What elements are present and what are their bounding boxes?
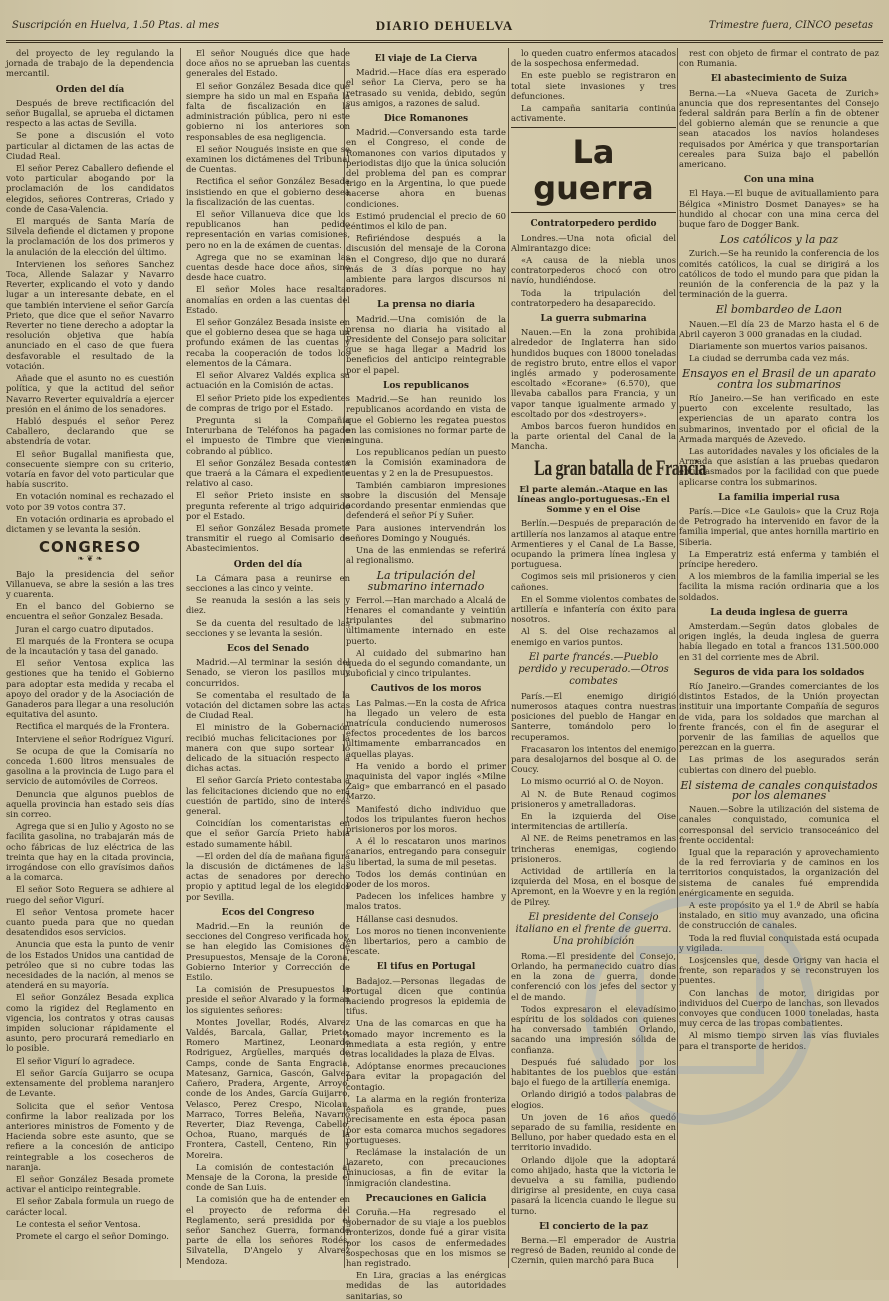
section-heading: Ensayos en el Brasil de un aparato contra los submarinos bbox=[682, 367, 876, 391]
paragraph: Manifestó dicho individuo que todos los tripulantes fueron hechos prisioneros por los moros. bbox=[346, 803, 506, 835]
paragraph: Se pone a discusión el voto particular al dictamen de las actas de Ciudad Real. bbox=[6, 130, 174, 161]
paragraph: Los republicanos pedían un puesto en la Comisión examinadora de cuentas y 2 en la de Presupuestos. bbox=[346, 447, 506, 478]
paragraph: Agrega que no se examinan las cuentas desde hace doce años, sino desde hace cuatro. bbox=[186, 251, 350, 283]
section-heading: Ecos del Senado bbox=[226, 643, 309, 654]
paragraph: El señor González Besada promete transmitir el ruego al Comisario de Abastecimientos. bbox=[186, 522, 350, 554]
section-heading: Los católicos y la paz bbox=[719, 233, 839, 247]
paragraph: La comisión que ha de entender en el proyecto de reforma del Reglamento, será presidida por el señor Sanchez Guerra, formando parte de ella los señores Rodés, Silvatella, D'Angelo y Alvarez Mendoza. bbox=[186, 1194, 350, 1266]
paragraph: Río Janeiro.—Grandes comerciantes de los distintos Estados, de la Unión proyectan instituir una importante Compañía de seguros de vida, para los soldados que marchan al frente francés, con el fin de asegurar el porvenir de las familias de aquellos que perezcan en la guerra. bbox=[679, 680, 879, 753]
paragraph: Berna.—El emperador de Austria regresó de Baden, reunido al conde de Czernin, quien marchó para Buca bbox=[511, 1235, 676, 1266]
paragraph: Se comentaba el resultado de la votación del dictamen sobre las actas de Ciudad Real. bbox=[186, 689, 350, 721]
paragraph: Madrid.—Hace días era esperado el señor La Cierva, pero se ha retrasado su venida, debido, según sus amigos, a razones de salud. bbox=[346, 67, 506, 108]
paragraph: El señor Prieto insiste en su pregunta referente al trigo adquirido por el Estado. bbox=[186, 490, 350, 521]
paragraph: Las Palmas.—En la costa de Africa ha llegado un velero de esta matrícula conduciendo numerosos efectos procedentes de los barcos últimamente embarrancados en aquellas playas. bbox=[346, 697, 506, 759]
paragraph: El señor Nougués insiste en que se examinen los dictámenes del Tribunal de Cuentas. bbox=[186, 143, 350, 175]
paragraph: Toda la red fluvial conquistada está ocupada y vigilada. bbox=[679, 932, 879, 953]
paragraph: Rectifica el señor González Besada insistiendo en que el gobierno desea la fiscalización de las cuentas. bbox=[186, 176, 350, 207]
paragraph: El señor González Besada dice que siempre ha sido un mal en España la falta de fiscalización en la administración pública, pero ni este gobierno ni los anteriores son responsables de esa negligencia. bbox=[186, 80, 350, 142]
section-heading: El tifus en Portugal bbox=[376, 962, 476, 973]
paragraph: A este propósito ya el 1.º de Abril se había instalado, en sitio muy avanzado, una oficina de construcción de canales. bbox=[679, 900, 879, 931]
paragraph: Reclámase la instalación de un lazareto, con precauciones minuciosas, a fin de evitar la inmigración clandestina. bbox=[346, 1146, 506, 1188]
paragraph: Orlando dirigió a todos palabras de elogios. bbox=[511, 1089, 676, 1110]
ornament-icon: ❧ ❦ ❧ bbox=[77, 554, 103, 564]
section-heading: Cautivos de los moros bbox=[370, 684, 482, 695]
paragraph: En Lira, gracias a las enérgicas medidas de las autoridades sanitarias, so bbox=[346, 1270, 506, 1301]
paragraph: Interviene el señor Rodríguez Vigurí. bbox=[16, 733, 174, 744]
paragraph: Londres.—Una nota oficial del Almirantazgo dice: bbox=[511, 232, 676, 253]
paragraph: Ha venido a bordo el primer maquinista del vapor inglés «Milne Zaig» que embarrancó en el pasado Marzo. bbox=[346, 760, 506, 802]
batalla-francia-headline: La gran batalla de Francia bbox=[534, 454, 707, 480]
section-heading: El parte francés.—Pueblo perdido y recuperado.—Otros combates bbox=[518, 651, 669, 687]
section-heading: El parte alemán.-Ataque en las líneas anglo-portuguesas.-En el Somme y en el Oise bbox=[517, 484, 670, 516]
paragraph: Al S. del Oise rechazamos al enemigo en varios puntos. bbox=[511, 626, 676, 647]
section-heading: Contratorpedero perdido bbox=[530, 219, 657, 230]
paragraph: También cambiaron impresiones sobre la discusión del Mensaje acordando presentar enmiendas que defenderá el señor Pí y Suñer. bbox=[346, 479, 506, 521]
paragraph: El señor González Besada promete activar el anticipo reintegrable. bbox=[6, 1173, 174, 1195]
paragraph: Se reanuda la sesión a las seis y diez. bbox=[186, 595, 350, 616]
paragraph: El señor Ventosa promete hacer cuanto pueda para que no quedan desatendidos esos servicios. bbox=[6, 906, 174, 938]
paragraph: Al cuidado del submarino han queda do el segundo comandante, un suboficial y cinco tripulantes. bbox=[346, 647, 506, 679]
paragraph: El señor Prieto pide los expedientes de compras de trigo por el Estado. bbox=[186, 392, 350, 413]
section-heading: La guerra submarina bbox=[540, 314, 647, 325]
paragraph: Al mismo tiempo sirven las vías fluviales para el transporte de heridos. bbox=[679, 1030, 879, 1051]
paragraph: Agrega que si en Julio y Agosto no se facilita gasolina, no trabajarán más de ocho fábricas de luz eléctrica de las treinta que hay en la citada provincia, irrogándose con ello gravísimos daños a la comarca. bbox=[6, 821, 174, 883]
paragraph: Estimó prudencial el precio de 60 céntimos el kilo de pan. bbox=[346, 210, 506, 232]
paragraph: Una de las comarcas en que ha tomado mayor incremento es la inmediata a esta región, y entre otras localidades la plaza de Elvas. bbox=[346, 1018, 506, 1060]
paragraph: En la izquierda del Oise intermitencias de artillería. bbox=[511, 810, 676, 832]
column-rule bbox=[677, 48, 678, 1268]
column-5 bbox=[679, 48, 879, 1268]
paragraph: Refiriéndose después a la discusión del mensaje de la Corona en el Congreso, dijo que no durará más de 3 días porque no hay ambiente para largos discursos ni oradores. bbox=[346, 233, 506, 295]
paragraph: Amsterdam.—Según datos globales de origen inglés, la deuda inglesa de guerra había llegado en total a francos 131.500.000 en 31 del corriente mes de Abril. bbox=[679, 620, 879, 662]
paragraph: Habló después el señor Perez Caballero, declarando que se abstendría de votar. bbox=[6, 415, 174, 447]
paragraph: El señor González Besada contesta que traerá a la Cámara el expediente relativo al caso. bbox=[186, 457, 350, 489]
paragraph: Berlín.—Después de preparación de artillería nos lanzamos al ataque entre Armentieres y el Canal de La Basse, ocupando la primera línea inglesa y portuguesa. bbox=[511, 518, 676, 570]
paragraph: Padecen los infelices hambre y malos tratos. bbox=[346, 891, 506, 912]
paragraph: Toda la tripulación del contratorpedero ha desaparecido. bbox=[511, 287, 676, 308]
paragraph: Promete el cargo el señor Domingo. bbox=[16, 1230, 169, 1241]
section-heading: El viaje de La Cierva bbox=[374, 54, 478, 64]
section-heading: El sistema de canales conquistados por los alemanes bbox=[680, 778, 878, 802]
paragraph: Diariamente son muertos varios paisanos. bbox=[689, 341, 868, 352]
paragraph: Todos expresaron el elevadísimo espíritu de los soldados con quienes ha conversado también Orlando, sacando una impresión sólida de confianza. bbox=[511, 1003, 676, 1055]
paragraph: Al NE. de Reims penetramos en las trincheras enemigas, cogiendo prisioneros. bbox=[511, 833, 676, 864]
paragraph: lo queden cuatro enfermos atacados de la sospechosa enfermedad. bbox=[511, 48, 676, 69]
paragraph: Se da cuenta del resultado de las secciones y se levanta la sesión. bbox=[186, 617, 350, 638]
paragraph: Madrid.—Una comisión de la prensa no diaria ha visitado al Presidente del Consejo para solicitar que se haga llegar a Madrid los beneficios del anticipo reintegrable por el papel. bbox=[346, 313, 506, 375]
paragraph: Juran el cargo cuatro diputados. bbox=[16, 623, 154, 634]
paragraph: Las autoridades navales y los oficiales de la Armada que asistían a las pruebas quedaron entusiasmados por la facilidad con que puede aplicarse contra los submarinos. bbox=[679, 445, 879, 487]
paragraph: La comisión de contestación al Mensaje de la Corona, la preside el conde de San Luis. bbox=[186, 1161, 350, 1193]
paragraph: Para ausiones intervendrán los señores Domingo y Nougués. bbox=[346, 522, 506, 543]
paragraph: Madrid.—Conversando esta tarde en el Congreso, el conde de Romanones con varios diputados y periodistas dijo que la única solución del problema del pan es comprar trigo en la Argentina, lo que puede hacerse ahora en buenas condiciones. bbox=[346, 127, 506, 209]
paragraph: Hállanse casi desnudos. bbox=[356, 913, 459, 924]
paragraph: Adóptanse enormes precauciones para evitar la propagación del contagio. bbox=[346, 1061, 506, 1092]
paragraph: El marqués de la Frontera se ocupa de la incautación y tasa del ganado. bbox=[6, 635, 174, 656]
paragraph: La Emperatriz está enferma y también el príncipe heredero. bbox=[679, 548, 879, 569]
la-guerra-headline: La guerra bbox=[511, 127, 676, 213]
paragraph: El señor Villanueva dice que los republicanos han pedido representación en varias comisiones, pero no en la de exámen de cuentas. bbox=[186, 209, 350, 250]
paragraph: El señor Nougués dice que hace doce años no se aprueban las cuentas generales del Estado. bbox=[186, 48, 350, 79]
paragraph: El señor Ventosa explica las gestiones que ha tenido el Gobierno para adoptar esta medida y recaba el apoyo del orador y de la Asociación de Ganaderos para llegar a una resolución equitativa del asunto. bbox=[6, 658, 175, 720]
paragraph: El señor Perez Caballero defiende el voto particular abogando por la proclamación de los candidatos elegidos, señores Contreras, Criado y conde de Casa-Valencia. bbox=[6, 163, 174, 214]
paragraph: Las primas de los asegurados serán cubiertas con dinero del pueblo. bbox=[679, 754, 879, 775]
paragraph: Badajoz.—Personas llegadas de Portugal dicen que continúa haciendo progresos la epidemia de tifus. bbox=[346, 975, 506, 1017]
paragraph: Orlando dijole que la adoptará como ahijado, hasta que la victoria le devuelva a su familia, pudiendo dirigirse al presidente, en cuya casa pasará la licencia cuando le llegue su turno. bbox=[511, 1154, 676, 1216]
section-heading: Dice Romanones bbox=[383, 114, 469, 125]
paragraph: La comisión de Presupuestos la preside el señor Alvarado y la forman los siguientes señores: bbox=[186, 984, 350, 1015]
paragraph: Al N. de Bute Renaud cogimos prisioneros y ametralladoras. bbox=[511, 788, 676, 809]
paragraph: El señor García Guijarro se ocupa extensamente del problema naranjero de Levante. bbox=[6, 1067, 174, 1099]
paragraph: Coincidían los comentaristas en que el señor García Prieto había estado sumamente hábil. bbox=[186, 818, 350, 849]
paragraph: Bajo la presidencia del señor Villanueva, se abre la sesión a las tres y cuarenta. bbox=[6, 568, 174, 599]
paragraph: Añade que el asunto no es cuestión política, y que la actitud del señor Navarro Reverter equivaldría a ejercer presión en el ánimo de los senadores. bbox=[6, 373, 174, 414]
paragraph: Rectifica el marqués de la Frontera. bbox=[16, 721, 170, 732]
paragraph: Nauen.—Sobre la utilización del sistema de canales conquistado, comunica el corresponsal del servicio transoceánico del frente occidental: bbox=[679, 804, 879, 845]
paragraph: Río Janeiro.—Se han verificado en este puerto con excelente resultado, las experiencias de un aparato contra los submarinos, inventado por el oficial de la Armada marqués de Azevedo. bbox=[679, 392, 879, 444]
section-heading: Precauciones en Galicia bbox=[365, 1193, 487, 1204]
paragraph: Después de breve rectificación del señor Bugallal, se aprueba el dictamen respecto a las actas de Sevilla. bbox=[6, 97, 174, 129]
paragraph: Actividad de artillería en la izquierda del Mosa, en el bosque de Apremont, en la Woevre y en la región de Pilrey. bbox=[511, 865, 676, 907]
paragraph: El Haya.—El buque de avituallamiento para Bélgica «Ministro Dosmet Danayes» se ha hundido al chocar con una mina cerca del buque faro de Dogger Bank. bbox=[679, 188, 879, 230]
paragraph: El señor Alvarez Valdés explica su actuación en la Comisión de actas. bbox=[186, 370, 350, 391]
paragraph: A él lo rescataron unos marinos canarios, entregando para conseguir su libertad, la suma de mil pesetas. bbox=[346, 836, 506, 867]
paragraph: A los miembros de la familia imperial se les facilita la misma ración ordinaria que a los soldados. bbox=[679, 571, 879, 602]
paragraph: rest con objeto de firmar el contrato de paz con Rumania. bbox=[679, 48, 879, 69]
section-heading: Los republicanos bbox=[383, 380, 469, 391]
paragraph: En el Somme violentos combates de artillería e infantería con éxito para nosotros. bbox=[511, 593, 676, 625]
paragraph: La Cámara pasa a reunirse en secciones a las cinco y veinte. bbox=[186, 572, 350, 593]
paragraph: Nauen.—En la zona prohibida alrededor de Inglaterra han sido hundidos buques con 18000 toneladas de registro bruto, entre ellos el vapor inglés armado y poderosamente escoltado «Ecorane» (6.570), que llevaba caballos para Francia, y un vapor tanque igualmente armado y escoltado por dos «destroyers». bbox=[511, 327, 676, 419]
paragraph: El señor Moles hace resaltar anomalías en orden a las cuentas del Estado. bbox=[186, 284, 350, 315]
column-1 bbox=[6, 48, 174, 1268]
paragraph: Anuncia que esta la punto de venir de los Estados Unidos una cantidad de petróleo que si no cubre todas las necesidades de la nación, al menos se atenderá en su mayoría. bbox=[6, 939, 174, 991]
paragraph: El ministro de la Gobernación recibió muchas felicitaciones por la manera con que supo sortear lo delicado de la situación respecto a dichas actas. bbox=[186, 722, 350, 774]
paragraph: El señor Vigurí lo agradece. bbox=[16, 1055, 135, 1066]
section-heading: Con una mina bbox=[743, 175, 815, 186]
paragraph: El señor Bugallal manifiesta que, consecuente siempre con su criterio, votaría en favor del voto particular que había suscrito. bbox=[6, 448, 174, 490]
section-heading: El concierto de la paz bbox=[539, 1221, 648, 1232]
paragraph: En el banco del Gobierno se encuentra el señor Gonzalez Besada. bbox=[6, 601, 174, 622]
paragraph: del proyecto de ley regulando la jornada de trabajo de la dependencia mercantil. bbox=[6, 48, 174, 79]
column-2 bbox=[186, 48, 350, 1268]
paragraph: Fracasaron los intentos del enemigo para desalojarnos del bosque al O. de Coucy. bbox=[511, 743, 676, 775]
paragraph: El señor Soto Reguera se adhiere al ruego del señor Vigurí. bbox=[6, 884, 174, 905]
column-rule bbox=[508, 48, 509, 1268]
paragraph: Nauen.—El día 23 de Marzo hasta el 6 de Abril cayeron 3 000 granadas en la ciudad. bbox=[679, 318, 879, 339]
section-heading: Orden del día bbox=[233, 559, 303, 570]
paragraph: Madrid.—En la reunión de secciones del Congreso verificada hoy, se han elegido las Comisiones de Presupuestos, Mensaje de la Corona, Gobierno Interior y Corrección de Estilo. bbox=[186, 921, 350, 983]
section-heading: El presidente del Consejo italiano en el frente de guerra. Una prohibición bbox=[515, 911, 672, 947]
paragraph: Losjcensles que, desde Origny van hacia el frente, son reparados y se reconstruyen los puentes. bbox=[679, 955, 879, 986]
paragraph: En votación nominal es rechazado el voto por 39 votos contra 37. bbox=[6, 491, 174, 512]
paragraph: Ferrol.—Han marchado a Alcalá de Henares el comandante y veintiún tripulantes del submarino últimamente internado en este puerto. bbox=[346, 594, 506, 646]
paragraph: —El orden del día de mañana figura la discusión de dictámenes de las actas de senadores por derecho propio y aptitud legal de los elegidos por Sevilla. bbox=[186, 850, 350, 902]
section-heading: La tripulación del submarino internado bbox=[367, 569, 485, 593]
paragraph: Zurich.—Se ha reunido la conferencia de los comités católicos, la cual se dirigirá a los católicos de todo el mundo para que pidan la reunión de la conferencia de la paz y la terminación de la guerra. bbox=[679, 248, 879, 300]
paragraph: El señor García Prieto contestaba a las felicitaciones diciendo que no era cuestión de partido, sino de interés general. bbox=[186, 775, 350, 817]
paragraph: La ciudad se derrumba cada vez más. bbox=[689, 353, 850, 364]
paragraph: Igual que la reparación y aprovechamiento de la red ferroviaria y de caminos en los territorios conquistados, la organización del sistema de canales fué emprendida enérgicamente en seguida. bbox=[679, 847, 879, 898]
subscription-quarterly: Trimestre fuera, CINCO pesetas bbox=[708, 20, 873, 31]
paragraph: La campaña sanitaria continúa activamente. bbox=[511, 103, 676, 124]
paragraph: Todos los demás continúan en poder de los moros. bbox=[346, 868, 506, 890]
paragraph: Denuncia que algunos pueblos de aquella provincia han estado seis días sin correo. bbox=[6, 788, 174, 820]
masthead bbox=[6, 18, 883, 43]
paragraph: El marqués de Santa María de Silvela defiende el dictamen y propone la proclamación de los dos primeros y la anulación de la elección del último. bbox=[6, 216, 174, 257]
section-heading: La deuda inglesa de guerra bbox=[710, 607, 848, 618]
section-heading: El bombardeo de Laon bbox=[715, 303, 843, 317]
paragraph: Lo mismo ocurrió al O. de Noyon. bbox=[521, 776, 664, 787]
paragraph: El señor González Besada insiste en que el gobierno desea que se haga un profundo exámen de las cuentas y recaba la cooperación de todos los elementos de la Cámara. bbox=[186, 317, 350, 368]
paragraph: La alarma en la región fronteriza española es grande, pues precisamente en esta época pasan por esta comarca muchos segadores portugueses. bbox=[346, 1093, 506, 1145]
section-heading: La prensa no diaria bbox=[377, 300, 475, 311]
paragraph: Una de las enmiendas se referirá al regionalismo. bbox=[346, 544, 506, 566]
paragraph: Coruña.—Ha regresado el gobernador de su viaje a los pueblos fronterizos, donde fué a girar visita por los casos de enfermedades sospechosas que en los mismos se han registrado. bbox=[346, 1206, 506, 1268]
paragraph: París.—Dice «Le Gaulois» que la Cruz Roja de Petrogrado ha intervenido en favor de la familia imperial, que antes hornilla martirio en Siberia. bbox=[679, 505, 879, 547]
paragraph: «A causa de la niebla unos contratorpederos chocó con otro navío, hundiéndose. bbox=[511, 255, 676, 286]
paragraph: En votación ordinaria es aprobado el dictamen y se levanta la sesión. bbox=[6, 513, 174, 534]
paragraph: Los moros no tienen inconveniente en libertarios, pero a cambio de rescate. bbox=[346, 925, 506, 957]
paragraph: Madrid.—Se han reunido los republicanos acordando en vista de que el Gobierno les regatea puestos en las comisiones no formar parte de ninguna. bbox=[346, 394, 506, 445]
paragraph: Solicita que el señor Ventosa confirme la labor realizada por los anteriores ministros de Fomento y de Hacienda sobre este asunto, que se refiere a la concesión de anticipo reintegrable a los cosecheros de naranja. bbox=[6, 1100, 174, 1172]
section-heading: La familia imperial rusa bbox=[718, 492, 840, 503]
paragraph: El señor Zabala formula un ruego de carácter local. bbox=[6, 1196, 174, 1217]
paragraph: Montes Jovellar, Rodés, Alvarez Valdés, Barcala, Gallar, Prieto, Romero Martinez, Leonardo Rodriguez, Argüelles, marqués de Camps, conde de Santa Engracia, Matesanz, Garnica, Gascón, Galvez Cañero, Pradera, Argente, Arroyo, conde de los Andes, García Guijarro, Velasco, Perez Crespo, Nicolau, Marraco, Torres Beleña, Navarro Reverter, Diaz Revenga, Cabello, Ochoa, Ruano, marqués de la Frontera, Castell, Centeno, Rin y Moreira. bbox=[186, 1016, 350, 1160]
paragraph: Con lanchas de motor, dirigidas por individuos del Cuerpo de lanchas, son llevados convoyes que conducen 1000 toneladas, hasta muy cerca de las tropas combatientes. bbox=[679, 987, 879, 1029]
paragraph: Después fué saludado por los habitantes de los pueblos que están bajo el fuego de la artillería enemiga. bbox=[511, 1056, 676, 1088]
column-4 bbox=[511, 48, 707, 1268]
section-heading: El abastecimiento de Suiza bbox=[710, 74, 848, 85]
paragraph: El señor González Besada explica como la rigidez del Reglamento en vigencia, los contratos y otras causas impiden solucionar rápidamente el asunto, pero procurará remediarlo en lo posible. bbox=[6, 992, 174, 1054]
paragraph: Pregunta si la Compañía Interurbana de Teléfonos ha pagado el impuesto de Timbre que viene cobrando al público. bbox=[186, 414, 350, 456]
newspaper-title: DIARIO DEHUELVA bbox=[375, 18, 514, 33]
paragraph: Le contesta el señor Ventosa. bbox=[16, 1218, 141, 1229]
paragraph: Se ocupa de que la Comisaría no conceda 1.600 litros mensuales de gasolina a la provincia de Lugo para el servicio de automóviles de Correos. bbox=[6, 745, 174, 787]
paragraph: París.—El enemigo dirigió numerosos ataques contra nuestras posiciones del pueblo de Hangar en Santerre, tomándolo pero lo recuperamos. bbox=[511, 690, 676, 742]
column-rule bbox=[180, 48, 181, 1268]
paragraph: En este pueblo se registraron en total siete invasiones y tres defunciones. bbox=[511, 70, 676, 101]
paragraph: Intervienen los señores Sanchez Toca, Allende Salazar y Navarro Reverter, explicando el voto y dando lugar a un interesante debate, en el que también interviene el señor García Prieto, que dice que el señor Navarro Reverter no tiene derecho a adoptar la resolución objetiva que había anunciado en el caso de que fuera desfavorable el resultado de la votación. bbox=[6, 258, 174, 371]
subscription-local: Suscripción en Huelva, 1.50 Ptas. al mes bbox=[12, 20, 220, 31]
paragraph: Un joven de 16 años quedó separado de su familia, residente en Belluno, por haber quedado esta en el territorio invadido. bbox=[511, 1111, 676, 1153]
column-3 bbox=[346, 48, 506, 1301]
paragraph: Cogimos seis mil prisioneros y cien cañones. bbox=[511, 571, 676, 592]
section-heading: Seguros de vida para los soldados bbox=[693, 667, 865, 678]
paragraph: Ambos barcos fueron hundidos en la parte oriental del Canal de la Mancha. bbox=[511, 421, 676, 452]
congreso-heading: CONGRESO bbox=[39, 538, 141, 557]
section-heading: Ecos del Congreso bbox=[221, 907, 315, 918]
paragraph: Berna.—La «Nueva Gaceta de Zurich» anuncia que dos representantes del Consejo federal saldrán para Berlín a fin de obtener del gobierno alemán que se renuncie a que sean atacados los navíos holandeses requisados por América y que transportarían cereales para Suiza bajo el pabellón americano. bbox=[679, 87, 879, 170]
section-heading: Orden del día bbox=[55, 84, 125, 95]
paragraph: Madrid.—Al terminar la sesión del Senado, se vieron los pasillos muy concurridos. bbox=[186, 657, 350, 688]
paragraph: Roma.—El presidente del Consejo, Orlando, ha permanecido cuatro días en la zona de guerra, donde conferenció con los jefes del sector y el de mando. bbox=[511, 950, 676, 1002]
